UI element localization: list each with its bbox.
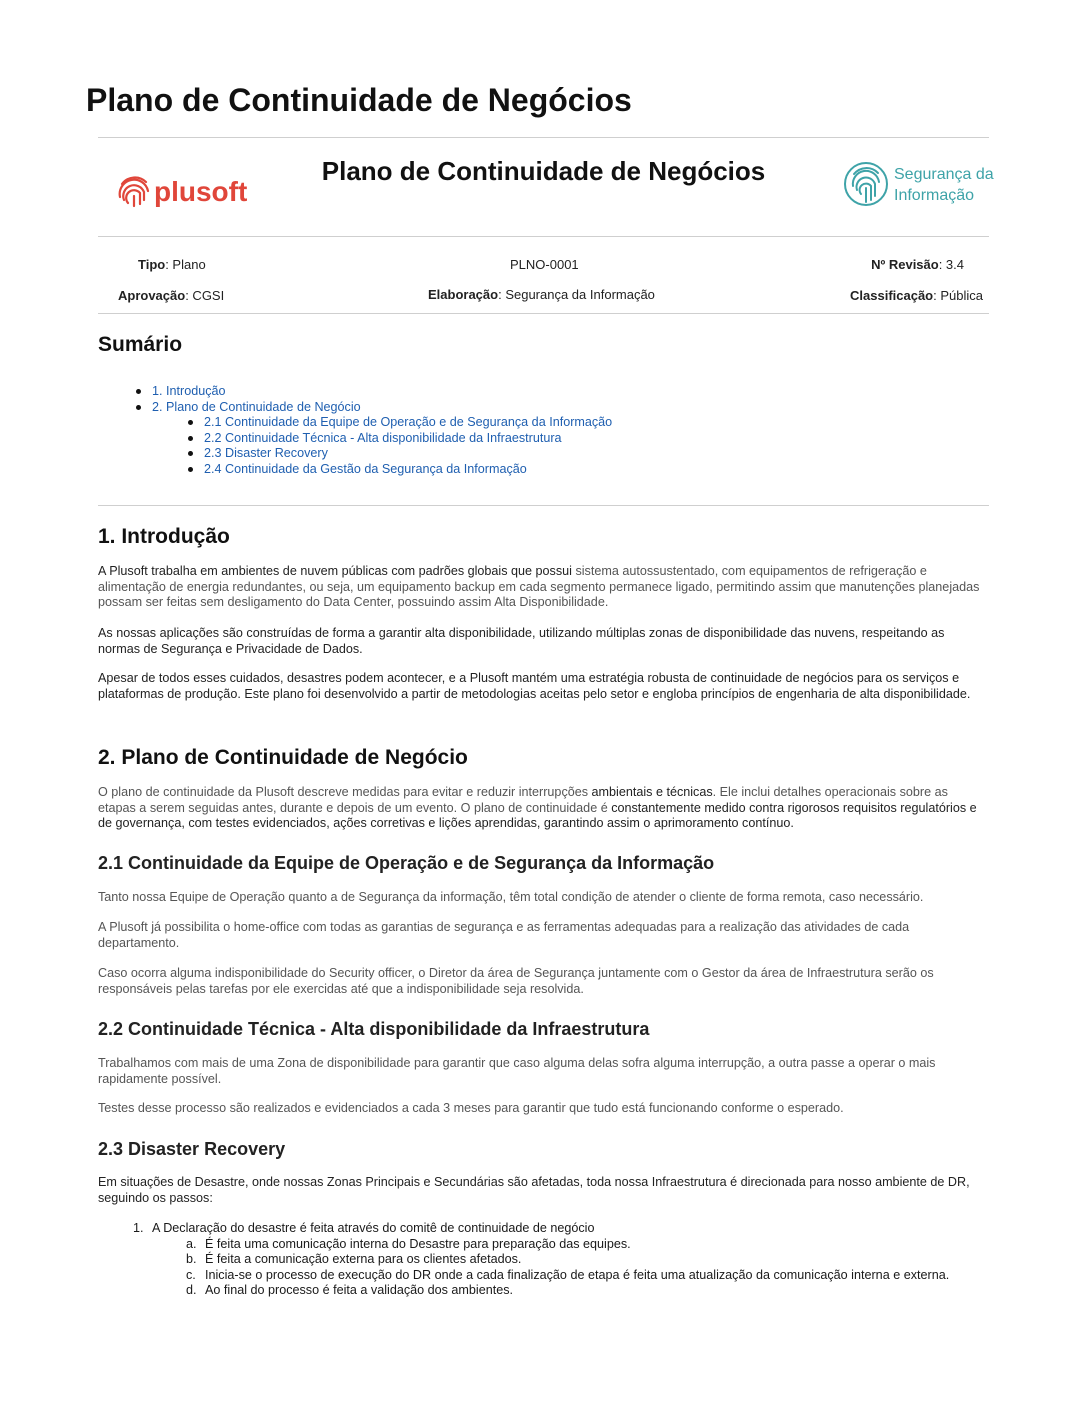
dr-steps-list [98, 1221, 988, 1299]
list-subitem: a. É feita uma comunicação interna do Desastre para preparação das equipes. [186, 1236, 631, 1251]
list-subitem: b. É feita a comunicação externa para os clientes afetados. [186, 1252, 522, 1266]
meta-aprovacao: Aprovação: CGSI [118, 288, 225, 303]
divider [98, 505, 989, 506]
toc-item [98, 462, 612, 478]
toc-item [98, 400, 612, 416]
plano-paragraph-1: O plano de continuidade da Plusoft descreve medidas para evitar e reduzir interrupções ambientais e técnicas. Ele inclui detalhes operacionais sobre as etapas a serem seguidas antes, durante e depois de um evento. O plano de continuidade é constantemente medido contra rigorosos requisitos regulatórios e de governança, com testes evidenciados, ações corretivas e lições aprendidas, garantindo assim o aprimoramento contínuo. [98, 785, 977, 830]
sumario-title: Sumário [98, 333, 183, 356]
section-2-1-title: 2.1 Continuidade da Equipe de Operação e de Segurança da Informação [98, 853, 715, 873]
divider [98, 313, 989, 314]
logo-text-line2: Informação [894, 187, 975, 204]
divider [98, 236, 989, 237]
list-subitem: d. Ao final do processo é feita a validação dos ambientes. [186, 1283, 514, 1297]
s22-paragraph-1: Trabalhamos com mais de uma Zona de disponibilidade para garantir que caso alguma delas sofra alguma interrupção, a outra passe a operar o mais rapidamente possível. [98, 1056, 936, 1086]
s21-paragraph-2: A Plusoft já possibilita o home-office com todas as garantias de segurança e as ferramentas adequadas para a realização das atividades de cada departamento. [98, 920, 910, 950]
page-title: Plano de Continuidade de Negócios [86, 82, 632, 118]
s23-paragraph-1: Em situações de Desastre, onde nossas Zonas Principais e Secundárias são afetadas, toda nossa Infraestrutura é direcionada para nosso ambiente de DR, seguindo os passos: [98, 1175, 970, 1205]
toc-item [98, 446, 612, 462]
toc-link-introducao[interactable]: 1. Introdução [152, 384, 226, 398]
toc-link-plano[interactable]: 2. Plano de Continuidade de Negócio [152, 399, 361, 414]
s21-paragraph-1: Tanto nossa Equipe de Operação quanto a de Segurança da informação, têm total condição de atender o cliente de forma remota, caso necessário. [98, 890, 924, 904]
s21-paragraph-3: Caso ocorra alguma indisponibilidade do Security officer, o Diretor da área de Segurança juntamente com o Gestor da área de Infraestrutura serão os responsáveis pelas tarefas por ele exercidas até que a indisponibilidade seja resolvida. [98, 966, 934, 996]
intro-paragraph-3: Apesar de todos esses cuidados, desastres podem acontecer, e a Plusoft mantém uma estratégia robusta de continuidade de negócios para os serviços e plataformas de produção. Este plano foi desenvolvido a partir de metodologias aceitas pelo setor e engloba princípios de engenharia de alta disponibilidade. [98, 671, 971, 701]
toc-link-2-4[interactable]: 2.4 Continuidade da Gestão da Segurança da Informação [204, 461, 527, 476]
logo-text-line1: Segurança da [894, 166, 994, 183]
plusoft-wordmark: plusoft [154, 176, 248, 207]
toc-link-2-2[interactable]: 2.2 Continuidade Técnica - Alta disponibilidade da Infraestrutura [204, 430, 562, 445]
section-introducao-title: 1. Introdução [98, 525, 230, 548]
section-2-2-title: 2.2 Continuidade Técnica - Alta disponibilidade da Infraestrutura [98, 1019, 650, 1039]
intro-paragraph-1: A Plusoft trabalha em ambientes de nuvem públicas com padrões globais que possui sistema autossustentado, com equipamentos de refrigeração e alimentação de energia redundantes, ou seja, um equipamento backup em cada segmento permanece ligado, permitindo assim que manutenções planejadas possam ser feitas sem desligamento do Data Center, possuindo assim Alta Disponibilidade. [98, 564, 980, 609]
s22-paragraph-2: Testes desse processo são realizados e evidenciados a cada 3 meses para garantir que tudo está funcionando conforme o esperado. [98, 1101, 844, 1115]
toc-link-2-1[interactable]: 2.1 Continuidade da Equipe de Operação e de Segurança da Informação [204, 415, 613, 429]
document-header [98, 138, 994, 236]
meta-codigo: PLNO-0001 [510, 257, 579, 272]
list-subitem: c. Inicia-se o processo de execução do DR onde a cada finalização de etapa é feita uma atualização da comunicação interna e externa. [186, 1267, 950, 1282]
list-item: 1. A Declaração do desastre é feita através do comitê de continuidade de negócio [133, 1221, 595, 1235]
meta-revisao: Nº Revisão: 3.4 [871, 257, 964, 272]
meta-classificacao: Classificação: Pública [850, 288, 983, 303]
section-plano-title: 2. Plano de Continuidade de Negócio [98, 746, 468, 769]
table-of-contents [98, 384, 612, 477]
fingerprint-icon [845, 163, 887, 205]
toc-link-2-3[interactable]: 2.3 Disaster Recovery [204, 446, 328, 460]
meta-elaboracao: Elaboração: Segurança da Informação [428, 287, 655, 302]
intro-paragraph-2: As nossas aplicações são construídas de forma a garantir alta disponibilidade, utilizando múltiplas zonas de disponibilidade das nuvens, respeitando as normas de Segurança e Privacidade de Dados. [98, 626, 945, 656]
toc-item [98, 415, 612, 431]
seguranca-informacao-logo [842, 156, 1007, 212]
section-2-3-title: 2.3 Disaster Recovery [98, 1139, 286, 1159]
toc-item [98, 384, 612, 400]
toc-item [98, 431, 612, 447]
document-title: Plano de Continuidade de Negócios [321, 156, 766, 186]
meta-tipo: Tipo: Plano [138, 257, 206, 272]
